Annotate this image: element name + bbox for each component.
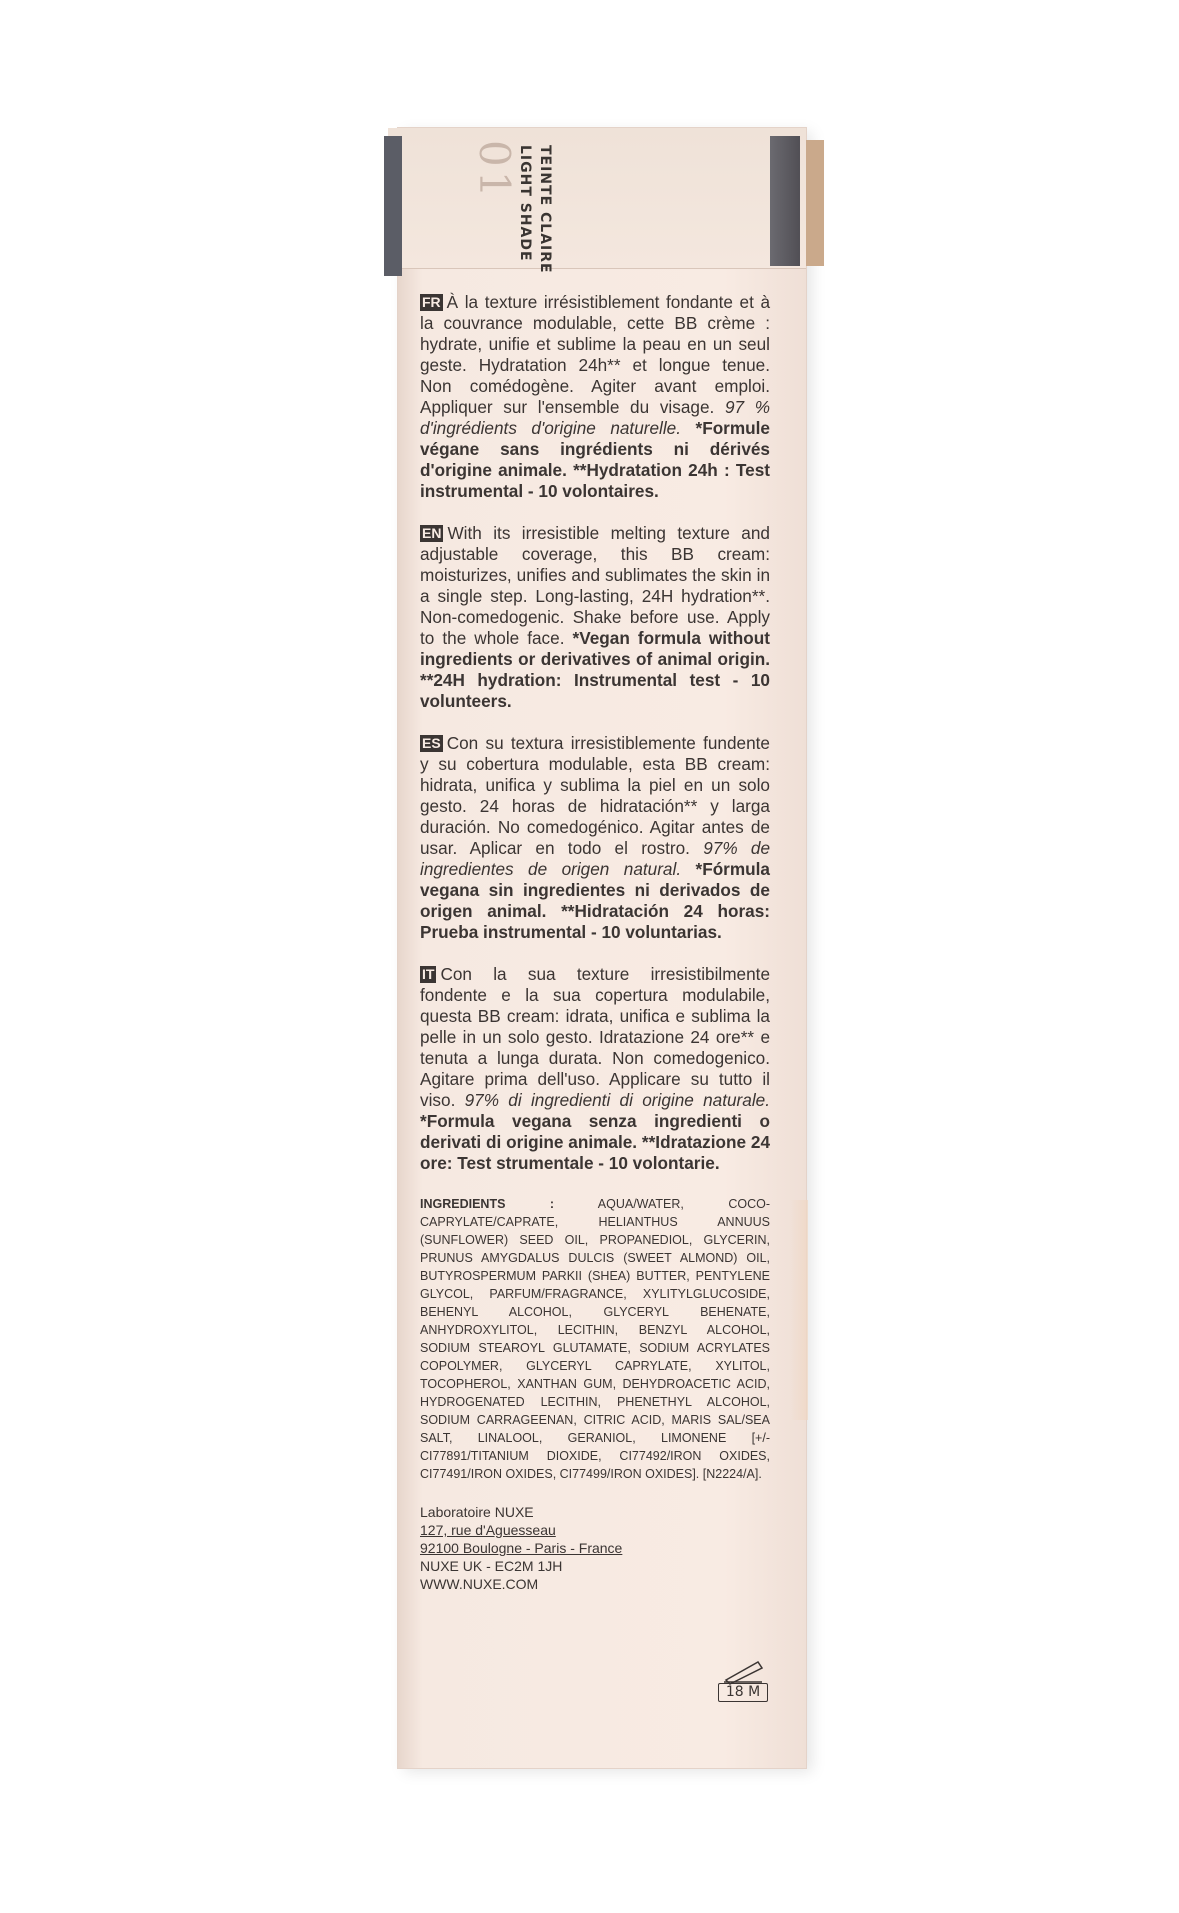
paragraph-en-text: With its irresistible melting texture and adjustable coverage, this BB cream: moisturizes, unifies and sublimates the skin in a single step. Long-lasting, 24H hydration**. Non-comedogenic. Shake before use. Apply to the whole face. bbox=[420, 523, 770, 648]
shade-name-fr: TEINTE CLAIRE bbox=[537, 145, 553, 274]
paragraph-fr bbox=[420, 292, 770, 502]
address-line-company: Laboratoire NUXE bbox=[420, 1504, 534, 1520]
paragraph-it-italic: 97% di ingredienti di origine naturale. bbox=[464, 1090, 770, 1110]
lang-tag-it: IT bbox=[422, 966, 435, 982]
paragraph-it-bold: *Formula vegana senza ingredienti o derivati di origine animale. **Idratazione 24 ore: Test strumentale - 10 volontarie. bbox=[420, 1111, 770, 1173]
shade-name bbox=[515, 145, 555, 274]
paragraph-it-text: Con la sua texture irresistibilmente fondente e la sua copertura modulabile, questa BB cream: idrata, unifica e sublima la pelle in un solo gesto. Idratazione 24 ore** e tenuta a lunga durata. Non comedogenico. Agitare prima dell'uso. Applicare su tutto il viso. bbox=[420, 964, 770, 1110]
ingredients-list bbox=[420, 1195, 770, 1483]
paragraph-es-bold: *Fórmula vegana sin ingredientes ni derivados de origen animal. **Hidratación 24 horas: Prueba instrumental - 10 voluntarias. bbox=[420, 859, 770, 942]
lid-dark-band bbox=[770, 136, 800, 266]
lid-dark-edge bbox=[384, 136, 402, 276]
lang-tag-en: EN bbox=[422, 525, 442, 541]
paragraph-fr-italic: 97 % d'ingrédients d'origine naturelle. bbox=[420, 397, 770, 438]
shade-name-en: LIGHT SHADE bbox=[517, 145, 533, 262]
box-text-panel bbox=[420, 292, 770, 1593]
lang-tag-es: ES bbox=[422, 735, 441, 751]
paragraph-es bbox=[420, 733, 770, 943]
lid-color-swatch bbox=[806, 140, 824, 266]
paragraph-es-italic: 97% de ingredientes de origen natural. bbox=[420, 838, 771, 879]
lang-tag-fr: FR bbox=[422, 294, 441, 310]
box-lid bbox=[388, 128, 806, 269]
paragraph-fr-bold: *Formule végane sans ingrédients ni dérivés d'origine animale. **Hydratation 24h : Test instrumental - 10 volontaires. bbox=[420, 418, 770, 501]
shade-number: 01 bbox=[470, 140, 519, 202]
paragraph-it bbox=[420, 964, 770, 1174]
paragraph-en bbox=[420, 523, 770, 712]
manufacturer-address bbox=[420, 1503, 770, 1593]
address-line-city: 92100 Boulogne - Paris - France bbox=[420, 1540, 623, 1556]
paragraph-en-bold: *Vegan formula without ingredients or derivatives of animal origin. **24H hydration: Instrumental test - 10 volunteers. bbox=[420, 628, 771, 711]
paragraph-es-text: Con su textura irresistiblemente fundente y su cobertura modulable, esta BB cream: hidrata, unifica y sublima la piel en un solo gesto. 24 horas de hidratación** y larga duración. No comedogénico. Agitar antes de usar. Aplicar en todo el rostro. bbox=[420, 733, 770, 858]
ingredients-label: INGREDIENTS : bbox=[420, 1197, 555, 1211]
ingredients-text: AQUA/WATER, COCO-CAPRYLATE/CAPRATE, HELIANTHUS ANNUUS (SUNFLOWER) SEED OIL, PROPANEDIOL, GLYCERIN, PRUNUS AMYGDALUS DULCIS (SWEET ALMOND) OIL, BUTYROSPERMUM PARKII (SHEA) BUTTER, PENTYLENE GLYCOL, PARFUM/FRAGRANCE, XYLITYLGLUCOSIDE, BEHENYL ALCOHOL, GLYCERYL BEHENATE, ANHYDROXYLITOL, LECITHIN, BENZYL ALCOHOL, SODIUM STEAROYL GLUTAMATE, SODIUM ACRYLATES COPOLYMER, GLYCERYL CAPRYLATE, XYLITOL, TOCOPHEROL, XANTHAN GUM, DEHYDROACETIC ACID, HYDROGENATED LECITHIN, PHENETHYL ALCOHOL, SODIUM CARRAGEENAN, CITRIC ACID, MARIS SAL/SEA SALT, LINALOOL, GERANIOL, LIMONENE [+/-CI77891/TITANIUM DIOXIDE, CI77492/IRON OXIDES, CI77491/IRON OXIDES, CI77499/IRON OXIDES]. [N2224/A]. bbox=[420, 1197, 770, 1481]
paragraph-fr-text: À la texture irrésistiblement fondante et à la couvrance modulable, cette BB crème : hydrate, unifie et sublime la peau en un seul geste. Hydratation 24h** et longue tenue. Non comédogène. Agiter avant emploi. Appliquer sur l'ensemble du visage. bbox=[420, 292, 770, 417]
address-line-uk: NUXE UK - EC2M 1JH bbox=[420, 1558, 563, 1574]
address-line-street: 127, rue d'Aguesseau bbox=[420, 1522, 556, 1538]
box-side-shading bbox=[790, 1200, 808, 1420]
period-after-opening-badge: 18 M bbox=[718, 1683, 768, 1702]
address-line-website: WWW.NUXE.COM bbox=[420, 1576, 539, 1592]
